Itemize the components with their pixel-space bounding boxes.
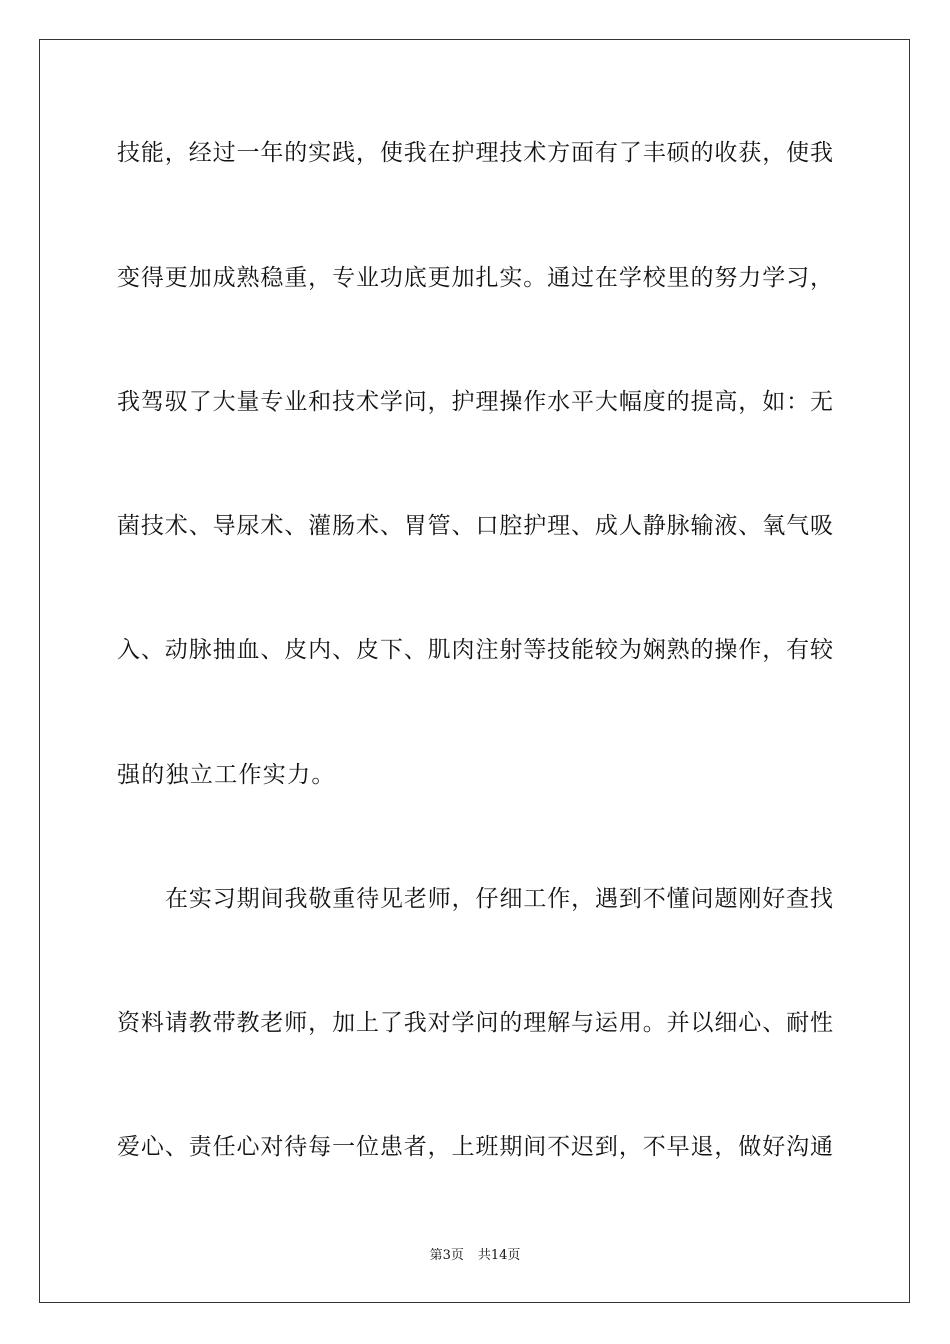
text-line: 强的独立工作实力。: [117, 762, 336, 788]
text-line: 我驾驭了大量专业和技术学问，护理操作水平大幅度的提高，如：无: [117, 389, 833, 415]
text-line: 爱心、责任心对待每一位患者，上班期间不迟到，不早退，做好沟通: [117, 1134, 833, 1160]
page-border: [39, 39, 910, 1303]
page-number: 第3页: [429, 1248, 464, 1263]
page-footer: [0, 1247, 950, 1265]
text-line: 入、动脉抽血、皮内、皮下、肌肉注射等技能较为娴熟的操作，有较: [117, 637, 833, 663]
paragraph-first-line: 在实习期间我敬重待见老师，仔细工作，遇到不懂问题刚好查找: [165, 886, 833, 912]
text-line: 变得更加成熟稳重，专业功底更加扎实。通过在学校里的努力学习，: [117, 265, 833, 291]
text-line: 资料请教带教老师，加上了我对学问的理解与运用。并以细心、耐性: [117, 1010, 833, 1036]
page-total: 共14页: [477, 1248, 521, 1263]
text-line: 技能，经过一年的实践，使我在护理技术方面有了丰硕的收获，使我: [117, 140, 833, 166]
text-line: 菌技术、导尿术、灌肠术、胃管、口腔护理、成人静脉输液、氧气吸: [117, 513, 833, 539]
